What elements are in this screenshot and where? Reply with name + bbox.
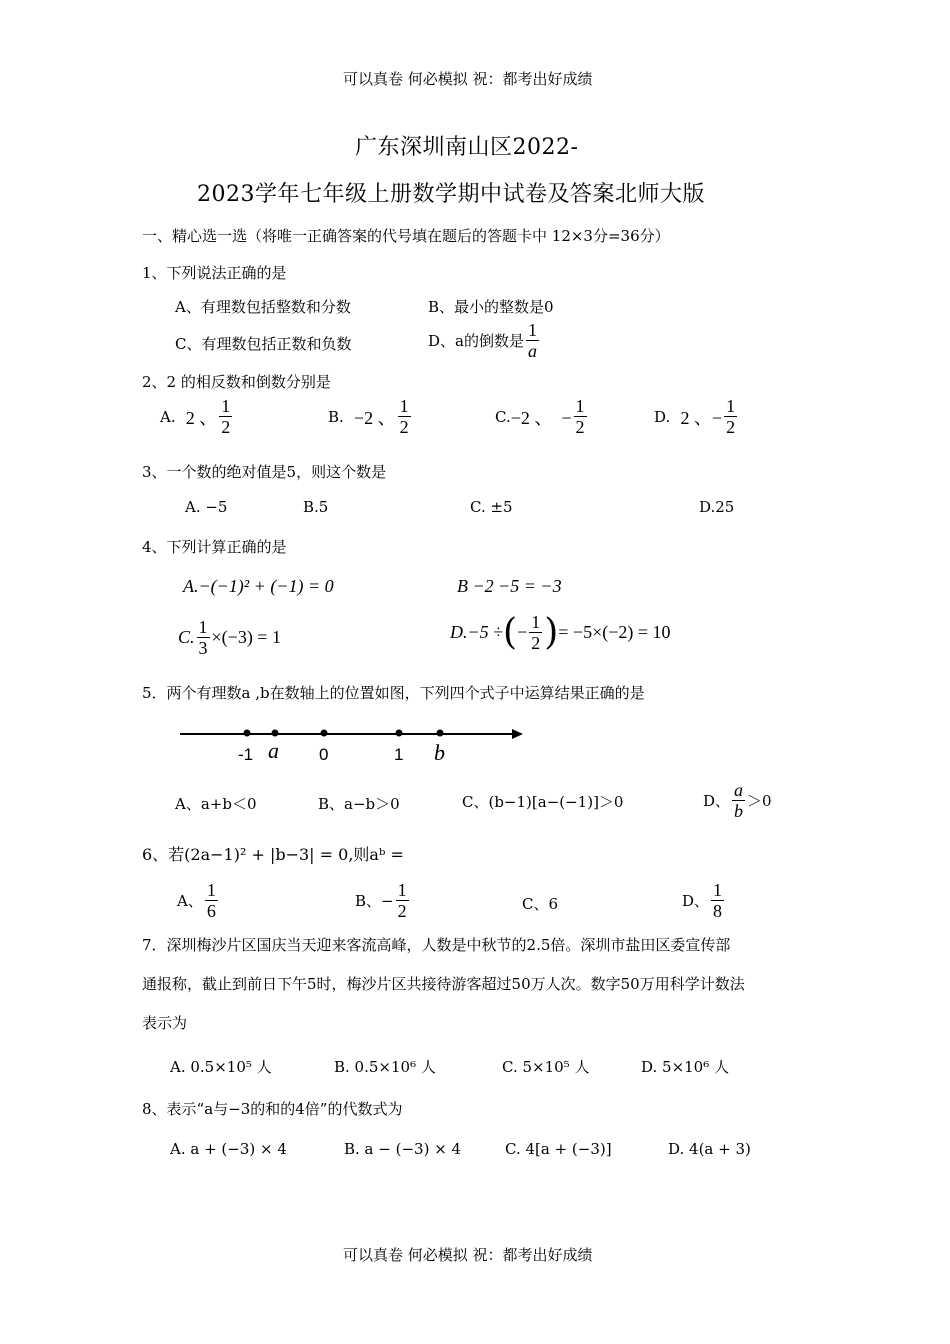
q2-a-val: 2 、	[185, 407, 218, 428]
section-heading: 一、精心选一选（将唯一正确答案的代号填在题后的答题卡中 12×3分=36分）	[142, 227, 670, 245]
q3-option-a: A. −5	[185, 498, 228, 516]
q2-b-num: 1	[399, 396, 409, 416]
q5-d-label: D、	[703, 792, 731, 810]
q1-option-c: C、有理数包括正数和负数	[175, 335, 352, 353]
q2-d-num: 1	[726, 396, 736, 416]
q6-b-frac	[396, 880, 409, 921]
label-a: a	[268, 738, 279, 763]
q4-option-a: A.−(−1)² + (−1) = 0	[183, 576, 334, 596]
point-one	[396, 730, 403, 737]
q4-option-c	[178, 617, 281, 658]
point-a	[272, 730, 279, 737]
q1-option-b: B、最小的整数是0	[428, 298, 554, 316]
point-b	[437, 730, 444, 737]
q6-stem: 6、若(2a−1)² + |b−3| = 0,则aᵇ =	[142, 845, 404, 864]
q5-d-den: b	[734, 801, 744, 821]
q4-d-den: 2	[531, 633, 541, 653]
q3-option-d: D.25	[699, 498, 735, 516]
q2-a-frac	[219, 396, 232, 437]
q2-b-frac	[398, 396, 411, 437]
q6-d-num: 1	[713, 880, 723, 900]
q3-option-c: C. ±5	[470, 498, 513, 516]
q4-d-rest: = −5×(−2) = 10	[558, 622, 671, 642]
q4-d-num: 1	[531, 612, 541, 632]
page-header: 可以真卷 何必模拟 祝：都考出好成绩	[343, 70, 593, 88]
q5-option-c: C、(b−1)[a−(−1)]＞0	[462, 793, 624, 811]
q5-stem: 5．两个有理数a ,b在数轴上的位置如图，下列四个式子中运算结果正确的是	[142, 684, 645, 702]
number-line	[175, 720, 535, 770]
q5-option-a: A、a+b＜0	[175, 795, 257, 813]
title-line-2: 2023学年七年级上册数学期中试卷及答案北师大版	[197, 182, 705, 207]
q7-option-c: C. 5×10⁵ 人	[502, 1058, 590, 1076]
q6-d-frac	[711, 880, 724, 921]
q6-a-den: 6	[206, 901, 216, 921]
q2-stem: 2、2 的相反数和倒数分别是	[142, 373, 331, 391]
q7-line-2: 通报称，截止到前日下午5时，梅沙片区共接待游客超过50万人次。数字50万用科学计数法	[142, 975, 745, 993]
q2-b-label: B.	[328, 407, 344, 426]
q4-d-label: D.−5 ÷	[450, 622, 504, 642]
q4-stem: 4、下列计算正确的是	[142, 538, 287, 556]
q4-d-minus: −	[517, 622, 528, 642]
q5-d-rest: ＞0	[747, 792, 772, 810]
q6-option-d	[682, 880, 726, 921]
q6-a-frac	[205, 880, 218, 921]
q1-d-num: 1	[527, 320, 537, 340]
q4-c-num: 1	[198, 617, 208, 637]
q1-stem: 1、下列说法正确的是	[142, 264, 287, 282]
label-minus-one: -1	[238, 745, 254, 764]
label-one: 1	[394, 745, 404, 764]
q4-option-d	[450, 612, 671, 653]
q6-a-label: A、	[177, 892, 203, 910]
point-minus-one	[244, 730, 251, 737]
q3-stem: 3、一个数的绝对值是5，则这个数是	[142, 463, 387, 481]
q5-d-num: a	[734, 780, 744, 800]
q2-c-den: 2	[575, 417, 585, 437]
q8-stem: 8、表示“a与−3的和的4倍”的代数式为	[142, 1100, 403, 1118]
q8-option-a: A. a + (−3) × 4	[170, 1140, 287, 1158]
page-footer: 可以真卷 何必模拟 祝：都考出好成绩	[343, 1246, 593, 1264]
q6-a-num: 1	[206, 880, 216, 900]
q4-option-b: B −2 −5 = −3	[457, 576, 562, 596]
q1-option-d	[428, 320, 541, 361]
q2-a-den: 2	[221, 417, 231, 437]
q2-c-label: C.	[495, 407, 511, 426]
q6-b-num: 1	[397, 880, 407, 900]
q6-option-c: C、6	[522, 895, 559, 913]
q4-c-rest: ×(−3) = 1	[211, 627, 281, 647]
q1-d-prefix: D、a的倒数是	[428, 332, 524, 350]
label-zero: 0	[319, 745, 329, 764]
q2-d-label: D.	[654, 407, 671, 426]
q4-d-paren-right: )	[544, 611, 559, 653]
label-b: b	[434, 740, 445, 765]
q4-c-frac	[197, 617, 210, 658]
q4-d-frac	[529, 612, 542, 653]
q6-b-label: B、−	[355, 892, 394, 910]
q2-option-b	[328, 396, 413, 437]
q2-d-den: 2	[726, 417, 736, 437]
q2-b-den: 2	[399, 417, 409, 437]
q2-option-a	[160, 396, 234, 437]
q6-option-b	[355, 880, 411, 921]
q7-option-d: D. 5×10⁶ 人	[641, 1058, 730, 1076]
q8-option-c: C. 4[a + (−3)]	[505, 1140, 612, 1158]
q1-d-fraction	[526, 320, 539, 361]
q2-c-frac	[574, 396, 587, 437]
q7-line-1: 7．深圳梅沙片区国庆当天迎来客流高峰，人数是中秋节的2.5倍。深圳市盐田区委宣传部	[142, 936, 731, 954]
q2-d-val: 2 、−	[680, 407, 723, 428]
q2-a-num: 1	[221, 396, 231, 416]
q4-c-den: 3	[198, 638, 208, 658]
q2-option-c	[495, 396, 589, 437]
q5-d-frac	[732, 780, 745, 821]
number-line-arrow	[512, 729, 523, 739]
q7-option-a: A. 0.5×10⁵ 人	[170, 1058, 272, 1076]
q2-a-label: A.	[160, 407, 176, 426]
q4-d-paren-left: (	[503, 611, 518, 653]
title-line-1: 广东深圳南山区2022-	[355, 135, 579, 160]
q2-c-val: −2 、 −	[510, 407, 572, 428]
q5-option-b: B、a−b＞0	[318, 795, 400, 813]
q7-option-b: B. 0.5×10⁶ 人	[334, 1058, 436, 1076]
q6-b-den: 2	[397, 901, 407, 921]
q6-option-a	[177, 880, 220, 921]
q2-d-frac	[724, 396, 737, 437]
q2-option-d	[654, 396, 739, 437]
point-zero	[321, 730, 328, 737]
q6-d-label: D、	[682, 892, 710, 910]
q7-line-3: 表示为	[142, 1014, 188, 1032]
q8-option-b: B. a − (−3) × 4	[344, 1140, 462, 1158]
q3-option-b: B.5	[303, 498, 329, 516]
q8-option-d: D. 4(a + 3)	[668, 1140, 751, 1158]
q4-c-label: C.	[178, 627, 195, 647]
q2-b-val: −2 、	[353, 407, 396, 428]
q1-d-den: a	[527, 341, 537, 361]
q5-option-d	[703, 780, 772, 821]
q1-option-a: A、有理数包括整数和分数	[175, 298, 351, 316]
q6-d-den: 8	[713, 901, 723, 921]
q2-c-num: 1	[575, 396, 585, 416]
